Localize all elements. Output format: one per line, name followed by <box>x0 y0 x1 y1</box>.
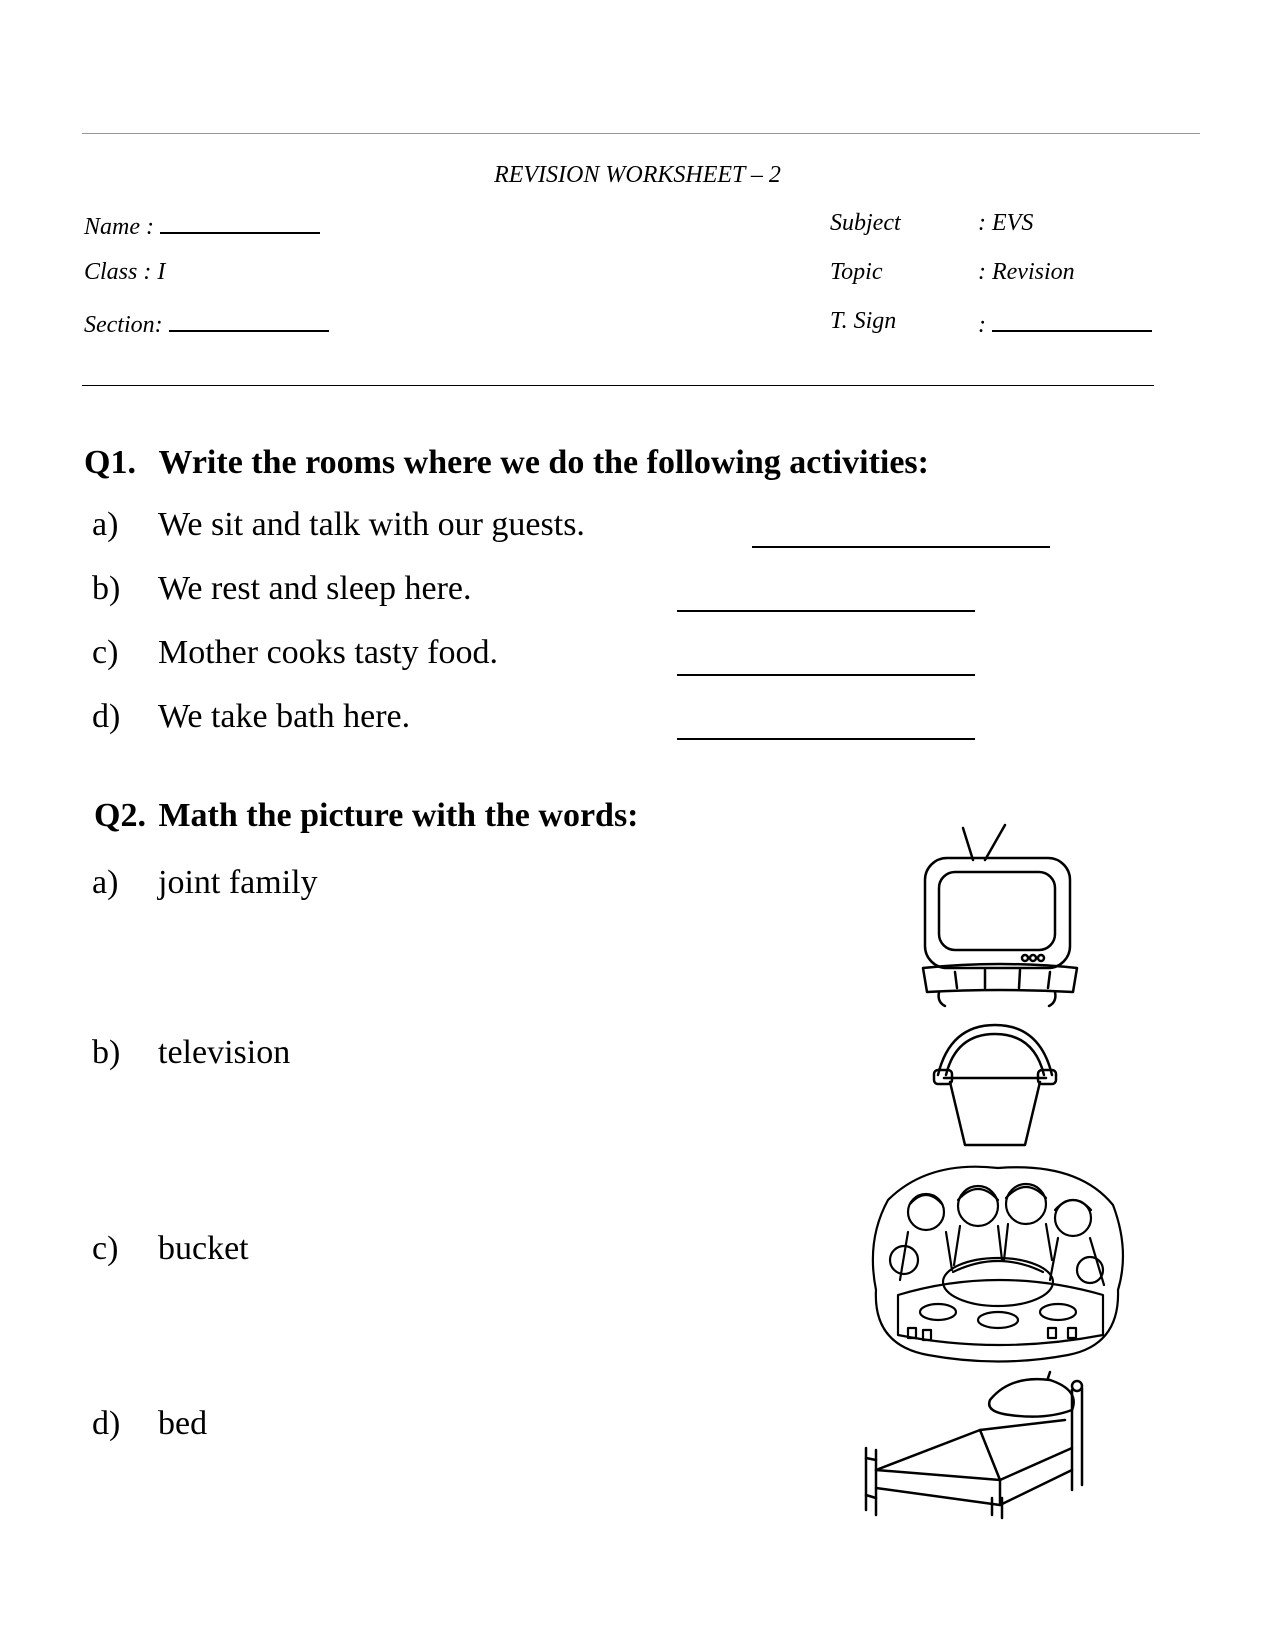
q2-item-c <box>92 1230 692 1274</box>
sign-row <box>978 308 1152 339</box>
name-row <box>84 210 320 241</box>
item-text: joint family <box>158 864 318 901</box>
item-text: bed <box>158 1405 208 1442</box>
bed-picture <box>860 1370 1100 1520</box>
answer-line-c[interactable] <box>677 674 975 676</box>
section-label: Section: <box>84 312 163 338</box>
item-text: television <box>158 1034 291 1071</box>
q2-item-d <box>92 1405 692 1449</box>
q1-item-d <box>92 698 1192 742</box>
joint-family-picture <box>868 1160 1128 1365</box>
item-label: b) <box>92 570 121 607</box>
answer-line-a[interactable] <box>752 546 1050 548</box>
item-label: c) <box>92 634 119 671</box>
subject-label: Subject <box>830 210 901 236</box>
q1-heading <box>84 444 929 482</box>
q2-item-a <box>92 864 692 908</box>
item-label: b) <box>92 1034 121 1071</box>
sign-label: T. Sign <box>830 308 897 334</box>
section-field[interactable] <box>169 308 329 332</box>
q2-number: Q2. <box>94 797 146 834</box>
q1-item-b <box>92 570 1192 614</box>
item-label: a) <box>92 506 119 543</box>
item-label: c) <box>92 1230 119 1267</box>
item-label: d) <box>92 1405 121 1442</box>
header-separator <box>82 385 1154 386</box>
item-text: Mother cooks tasty food. <box>158 634 498 671</box>
item-text: We take bath here. <box>158 698 411 735</box>
class-label: Class : I <box>84 259 166 285</box>
topic-value: : Revision <box>978 259 1075 285</box>
sign-value: : <box>978 312 986 338</box>
q1-item-a <box>92 506 1192 550</box>
q1-prompt: Write the rooms where we do the following activities: <box>158 444 929 481</box>
q1-number: Q1. <box>84 444 136 481</box>
television-picture <box>915 820 1085 1010</box>
item-label: d) <box>92 698 121 735</box>
top-rule <box>82 133 1200 134</box>
item-label: a) <box>92 864 119 901</box>
answer-line-d[interactable] <box>677 738 975 740</box>
q2-prompt: Math the picture with the words: <box>158 797 639 834</box>
q2-item-b <box>92 1034 692 1078</box>
item-text: bucket <box>158 1230 249 1267</box>
topic-label: Topic <box>830 259 883 285</box>
name-label: Name : <box>84 214 154 240</box>
answer-line-b[interactable] <box>677 610 975 612</box>
worksheet-title: REVISION WORKSHEET – 2 <box>494 162 781 188</box>
subject-value: : EVS <box>978 210 1034 236</box>
q1-item-c <box>92 634 1192 678</box>
item-text: We rest and sleep here. <box>158 570 472 607</box>
item-text: We sit and talk with our guests. <box>158 506 585 543</box>
name-field[interactable] <box>160 210 320 234</box>
q2-heading <box>94 797 639 835</box>
bucket-picture <box>920 1020 1070 1150</box>
section-row <box>84 308 329 339</box>
sign-field[interactable] <box>992 308 1152 332</box>
